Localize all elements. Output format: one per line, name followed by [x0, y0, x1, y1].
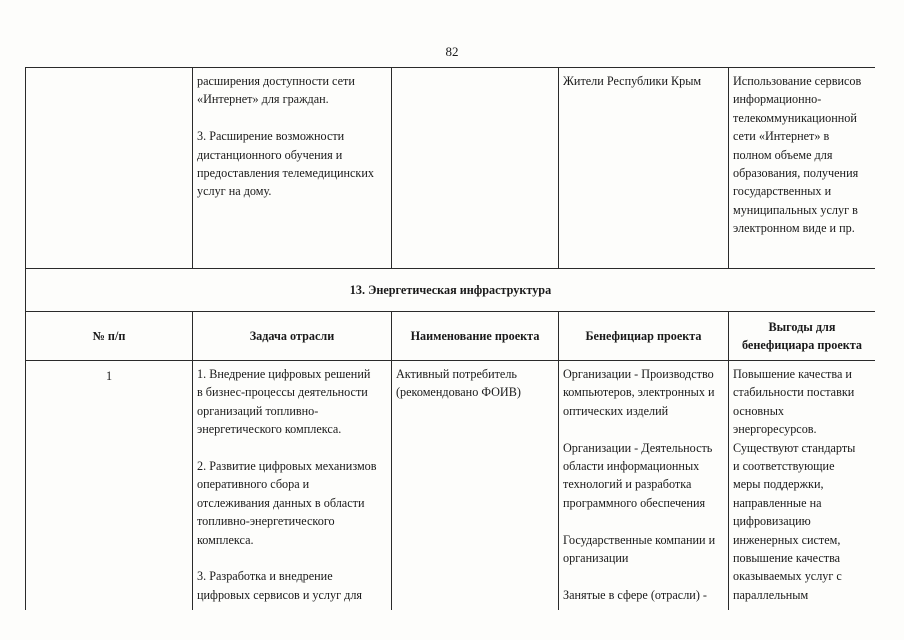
table-cell-project	[392, 68, 559, 269]
row-benefits-text: Повышение качества и стабильности поставки основных энергоресурсов. Существуют стандарты и соответствующие меры поддержки, направленные на цифровизацию инженерных систем, повышение качества оказываемых услуг с параллельным	[733, 367, 856, 602]
row-beneficiary-text: Организации - Производство компьютеров, электронных и оптических изделий Организации - Деятельность области информационных технологий и разработка программного обеспечения Государственные компании и организации Занятые в сфере (отрасли) -	[563, 367, 716, 602]
continued-beneficiary-text: Жители Республики Крым	[563, 74, 702, 88]
table-cell-task	[193, 361, 392, 611]
table-row-section	[26, 269, 876, 312]
table-cell-project	[392, 361, 559, 611]
table-row	[26, 361, 876, 611]
table-cell-num	[26, 361, 193, 611]
table-cell-beneficiary	[559, 361, 729, 611]
table-header-row	[26, 312, 876, 361]
table-cell-task	[193, 68, 392, 269]
continued-benefits-text: Использование сервисов информационно- телекоммуникационной сети «Интернет» в полном объеме для образования, получения государственных и муниципальных услуг в электронном виде и пр.	[733, 74, 862, 236]
table-cell-num-empty	[26, 68, 193, 269]
row-project-text: Активный потребитель (рекомендовано ФОИВ)	[396, 367, 521, 400]
header-benefits-text: Выгоды для бенефициара проекта	[742, 319, 862, 352]
section-title: 13. Энергетическая инфраструктура	[26, 269, 876, 312]
table-row-continued	[26, 68, 876, 269]
row-task-text: 1. Внедрение цифровых решений в бизнес-процессы деятельности организаций топливно- энергетического комплекса. 2. Развитие цифровых механизмов оперативного сбора и отслеживания данных в области топливно-энергетического комплекса. 3. Разработка и внедрение цифровых сервисов и услуг для	[197, 367, 377, 602]
continued-task-text: расширения доступности сети «Интернет» для граждан. 3. Расширение возможности дистанционного обучения и предоставления телемедицинских услуг на дому.	[197, 74, 374, 199]
header-beneficiary: Бенефициар проекта	[559, 312, 729, 361]
header-benefits	[729, 312, 876, 361]
document-table-area	[25, 67, 875, 610]
table-cell-benefits	[729, 361, 876, 611]
table-cell-benefits	[729, 68, 876, 269]
continued-project-text	[392, 68, 558, 72]
header-task: Задача отрасли	[193, 312, 392, 361]
projects-table	[25, 67, 875, 610]
table-cell-beneficiary	[559, 68, 729, 269]
header-project: Наименование проекта	[392, 312, 559, 361]
header-num: № п/п	[26, 312, 193, 361]
row-number: 1	[105, 369, 113, 383]
page-number: 82	[445, 44, 459, 59]
